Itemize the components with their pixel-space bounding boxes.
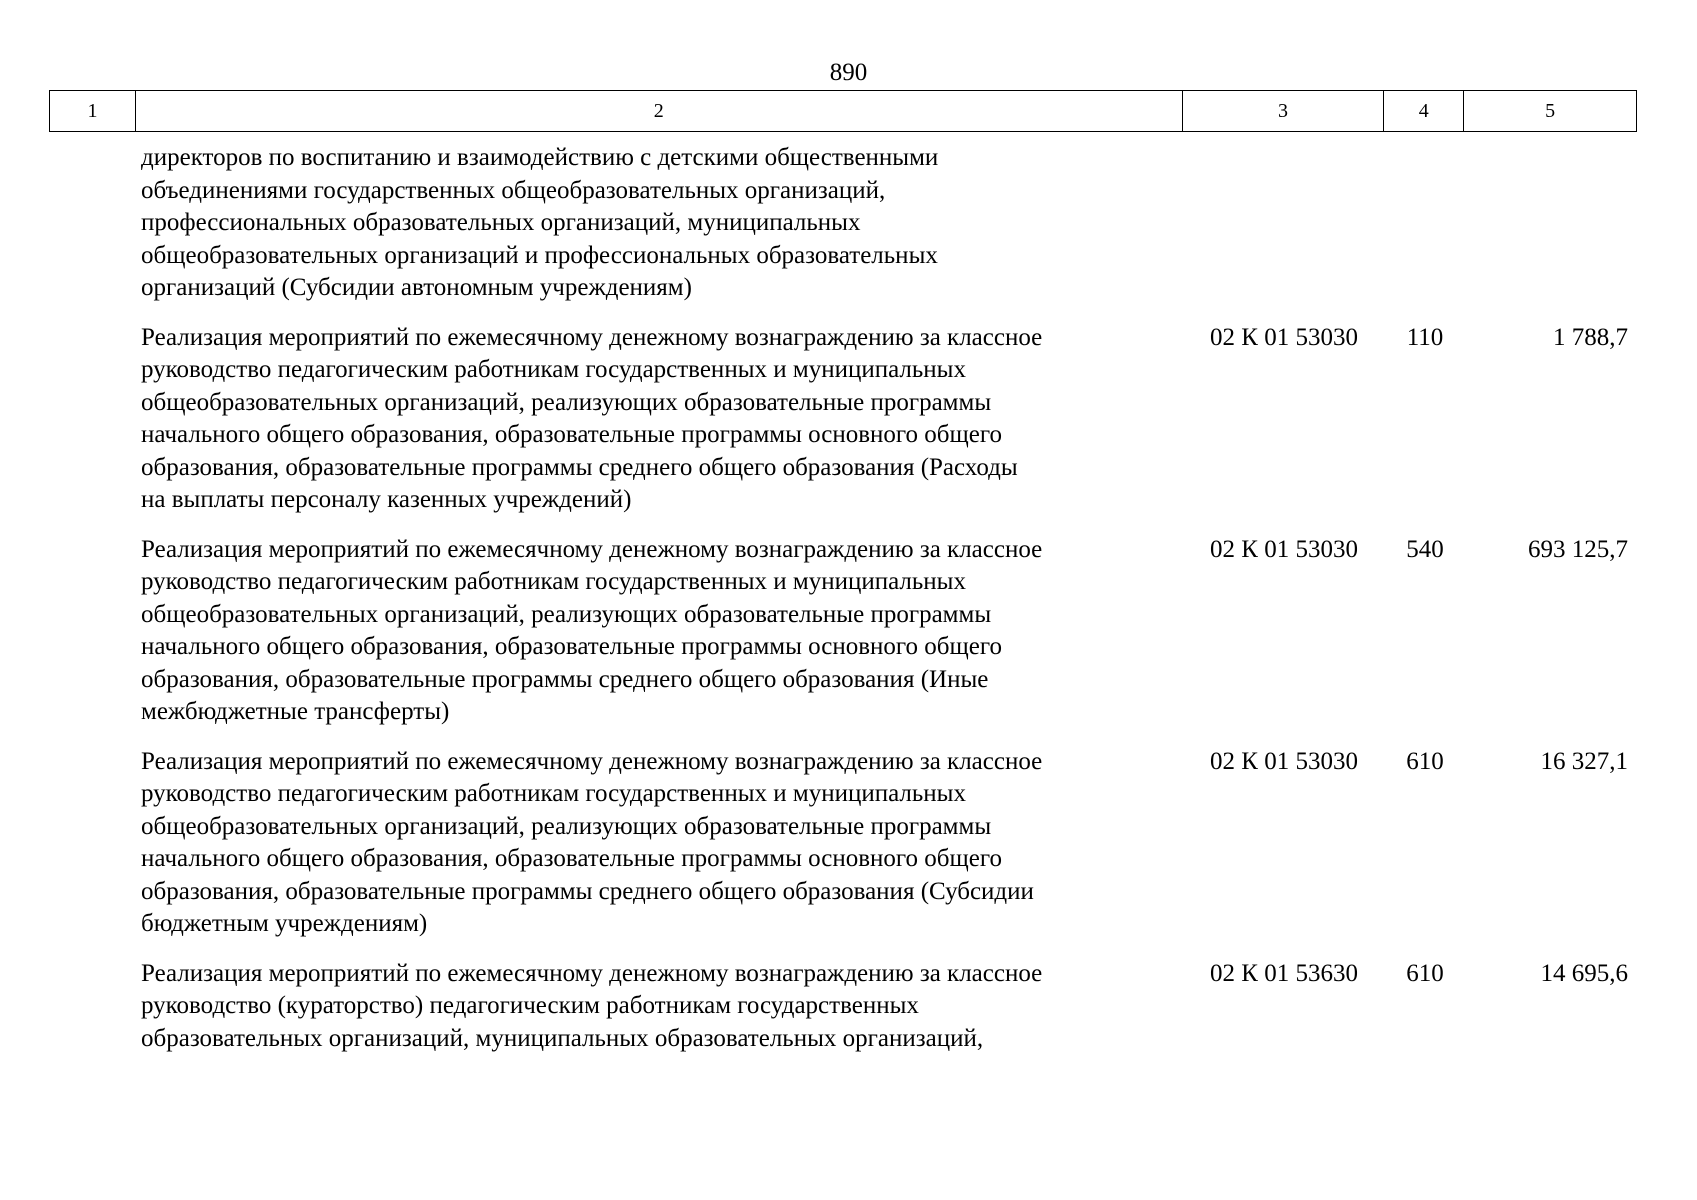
- row-code: [1183, 142, 1385, 305]
- description-line: на выплаты персоналу казенных учреждений): [141, 486, 632, 513]
- row-amount: 1 788,7: [1553, 323, 1628, 351]
- description-line: организаций (Субсидии автономным учреждениям): [141, 274, 692, 301]
- description-line: руководство (кураторство) педагогическим работникам государственных: [141, 992, 919, 1019]
- row-description: [135, 322, 1183, 517]
- row-number-cell: [49, 322, 135, 517]
- description-line: начального общего образования, образовательные программы основного общего: [141, 845, 1002, 872]
- description-line: директоров по воспитанию и взаимодействию с детскими общественными: [141, 144, 939, 171]
- row-description: [135, 958, 1183, 1056]
- description-line: образования, образовательные программы среднего общего образования (Иные: [141, 665, 989, 693]
- description-line: начального общего образования, образовательные программы основного общего: [141, 421, 1002, 448]
- row-amount: 14 695,6: [1540, 959, 1628, 987]
- row-number-cell: [49, 142, 135, 305]
- row-amount: 16 327,1: [1540, 747, 1628, 775]
- table-row: [49, 142, 1637, 305]
- table-row: [49, 746, 1637, 941]
- description-line: Реализация мероприятий по ежемесячному денежному вознаграждению за классное: [141, 959, 1043, 987]
- description-line: руководство педагогическим работникам государственных и муниципальных: [141, 780, 966, 807]
- row-number-cell: [49, 534, 135, 729]
- row-description: [135, 534, 1183, 729]
- row-code: 02 К 01 53030: [1210, 323, 1358, 351]
- description-line: общеобразовательных организаций, реализующих образовательные программы: [141, 388, 992, 416]
- row-expense-type: 540: [1406, 535, 1444, 563]
- row-description: [135, 142, 1183, 305]
- header-col-1: 1: [50, 91, 136, 131]
- description-line: профессиональных образовательных организаций, муниципальных: [141, 209, 861, 236]
- table-row: [49, 322, 1637, 517]
- description-line: образования, образовательные программы среднего общего образования (Субсидии: [141, 877, 1034, 905]
- description-line: бюджетным учреждениям): [141, 910, 428, 937]
- header-col-2: 2: [136, 91, 1183, 131]
- row-description: [135, 746, 1183, 941]
- row-expense-type: 610: [1406, 959, 1444, 987]
- description-line: общеобразовательных организаций, реализующих образовательные программы: [141, 600, 992, 628]
- page-number: 890: [829, 59, 868, 86]
- description-line: общеобразовательных организаций и профессиональных образовательных: [141, 241, 938, 269]
- row-expense-type: 110: [1406, 323, 1444, 351]
- description-line: Реализация мероприятий по ежемесячному денежному вознаграждению за классное: [141, 747, 1043, 775]
- description-line: начального общего образования, образовательные программы основного общего: [141, 633, 1002, 660]
- description-line: межбюджетные трансферты): [141, 698, 450, 725]
- row-amount: 693 125,7: [1528, 535, 1628, 563]
- description-line: Реализация мероприятий по ежемесячному денежному вознаграждению за классное: [141, 323, 1043, 351]
- description-line: объединениями государственных общеобразовательных организаций,: [141, 176, 886, 204]
- description-line: руководство педагогическим работникам государственных и муниципальных: [141, 568, 966, 595]
- table-body: [49, 142, 1637, 1072]
- header-col-3: 3: [1183, 91, 1385, 131]
- row-code: 02 К 01 53030: [1210, 535, 1358, 563]
- description-line: руководство педагогическим работникам государственных и муниципальных: [141, 356, 966, 383]
- row-number-cell: [49, 958, 135, 1056]
- row-amount: [1465, 142, 1637, 305]
- row-number-cell: [49, 746, 135, 941]
- row-expense-type: [1385, 142, 1465, 305]
- row-expense-type: 610: [1406, 747, 1444, 775]
- row-code: 02 К 01 53630: [1210, 959, 1358, 987]
- table-row: [49, 534, 1637, 729]
- table-row: [49, 958, 1637, 1056]
- row-code: 02 К 01 53030: [1210, 747, 1358, 775]
- header-col-4: 4: [1384, 91, 1464, 131]
- description-line: образования, образовательные программы среднего общего образования (Расходы: [141, 453, 1018, 481]
- header-col-5: 5: [1545, 99, 1556, 122]
- table-header: [49, 90, 1637, 132]
- description-line: Реализация мероприятий по ежемесячному денежному вознаграждению за классное: [141, 535, 1043, 563]
- description-line: общеобразовательных организаций, реализующих образовательные программы: [141, 812, 992, 840]
- description-line: образовательных организаций, муниципальных образовательных организаций,: [141, 1024, 984, 1052]
